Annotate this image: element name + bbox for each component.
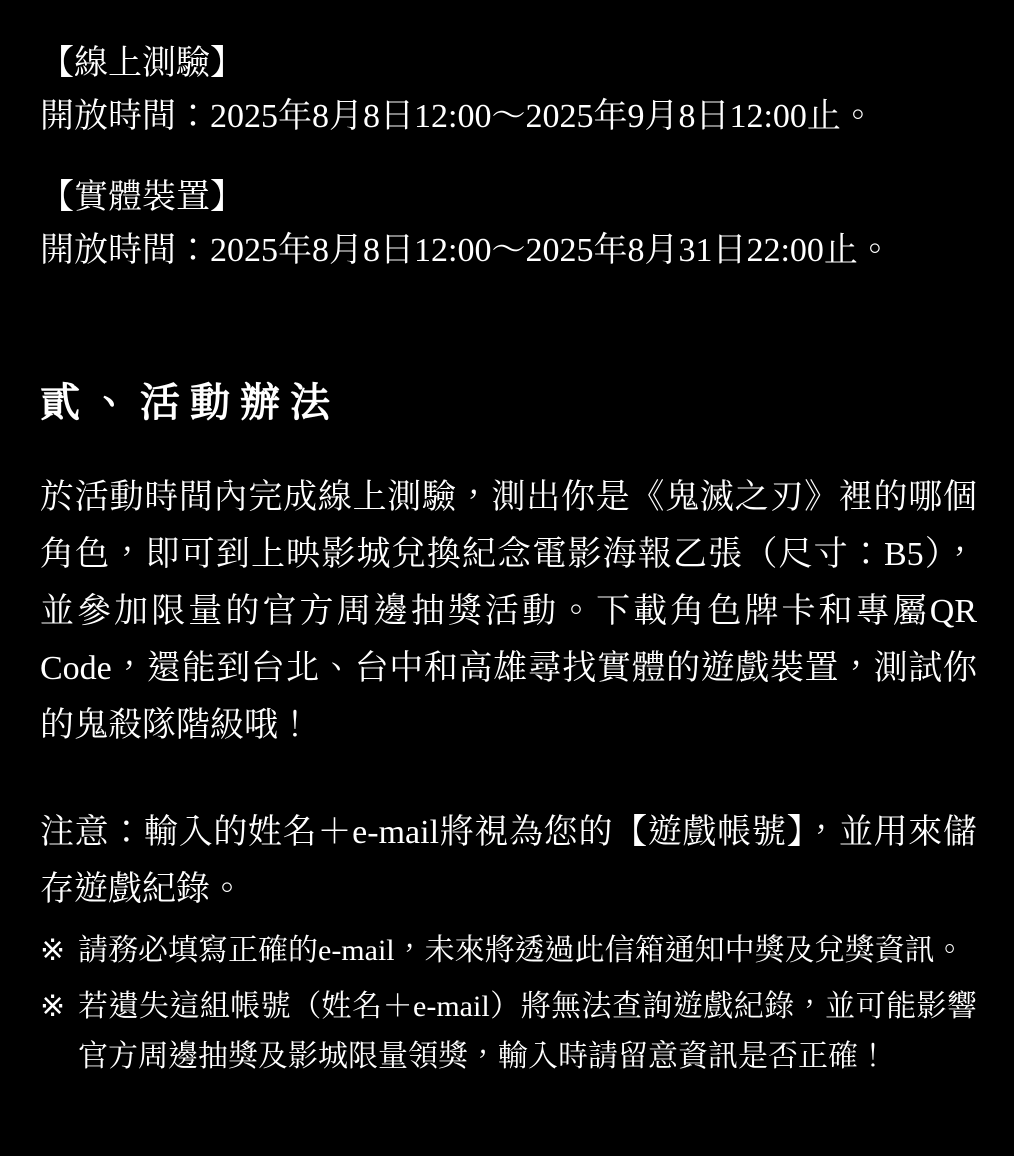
physical-device-open-time: 開放時間：2025年8月8日12:00～2025年8月31日22:00止。 <box>40 232 892 269</box>
note-marker: ※ <box>40 934 66 967</box>
physical-device-label: 【實體裝置】 <box>40 179 244 216</box>
note-item-email <box>40 926 977 976</box>
notes-list <box>40 926 977 1082</box>
note-text-lost-account: 若遺失這組帳號（姓名＋e-mail）將無法查詢遊戲紀錄，並可能影響官方周邊抽獎及影城限量領獎，輸入時請留意資訊是否正確！ <box>78 990 977 1073</box>
note-text-email: 請務必填寫正確的e-mail，未來將透過此信箱通知中獎及兌獎資訊。 <box>78 934 965 967</box>
note-marker: ※ <box>40 990 66 1023</box>
account-notice: 注意：輸入的姓名＋e-mail將視為您的【遊戲帳號】，並用來儲存遊戲紀錄。 <box>40 814 977 908</box>
section-heading-activity-method: 貳、活動辦法 <box>40 380 340 425</box>
note-item-lost-account <box>40 982 977 1082</box>
online-quiz-open-time: 開放時間：2025年8月8日12:00～2025年9月8日12:00止。 <box>40 98 875 135</box>
physical-device-schedule <box>40 171 977 277</box>
online-quiz-label: 【線上測驗】 <box>40 45 244 82</box>
online-quiz-schedule <box>40 37 977 143</box>
activity-description: 於活動時間內完成線上測驗，測出你是《鬼滅之刃》裡的哪個角色，即可到上映影城兌換紀念電影海報乙張（尺寸：B5），並參加限量的官方周邊抽獎活動。下載角色牌卡和專屬QR Code，還能到台北、台中和高雄尋找實體的遊戲裝置，測試你的鬼殺隊階級哦！ <box>40 479 977 744</box>
